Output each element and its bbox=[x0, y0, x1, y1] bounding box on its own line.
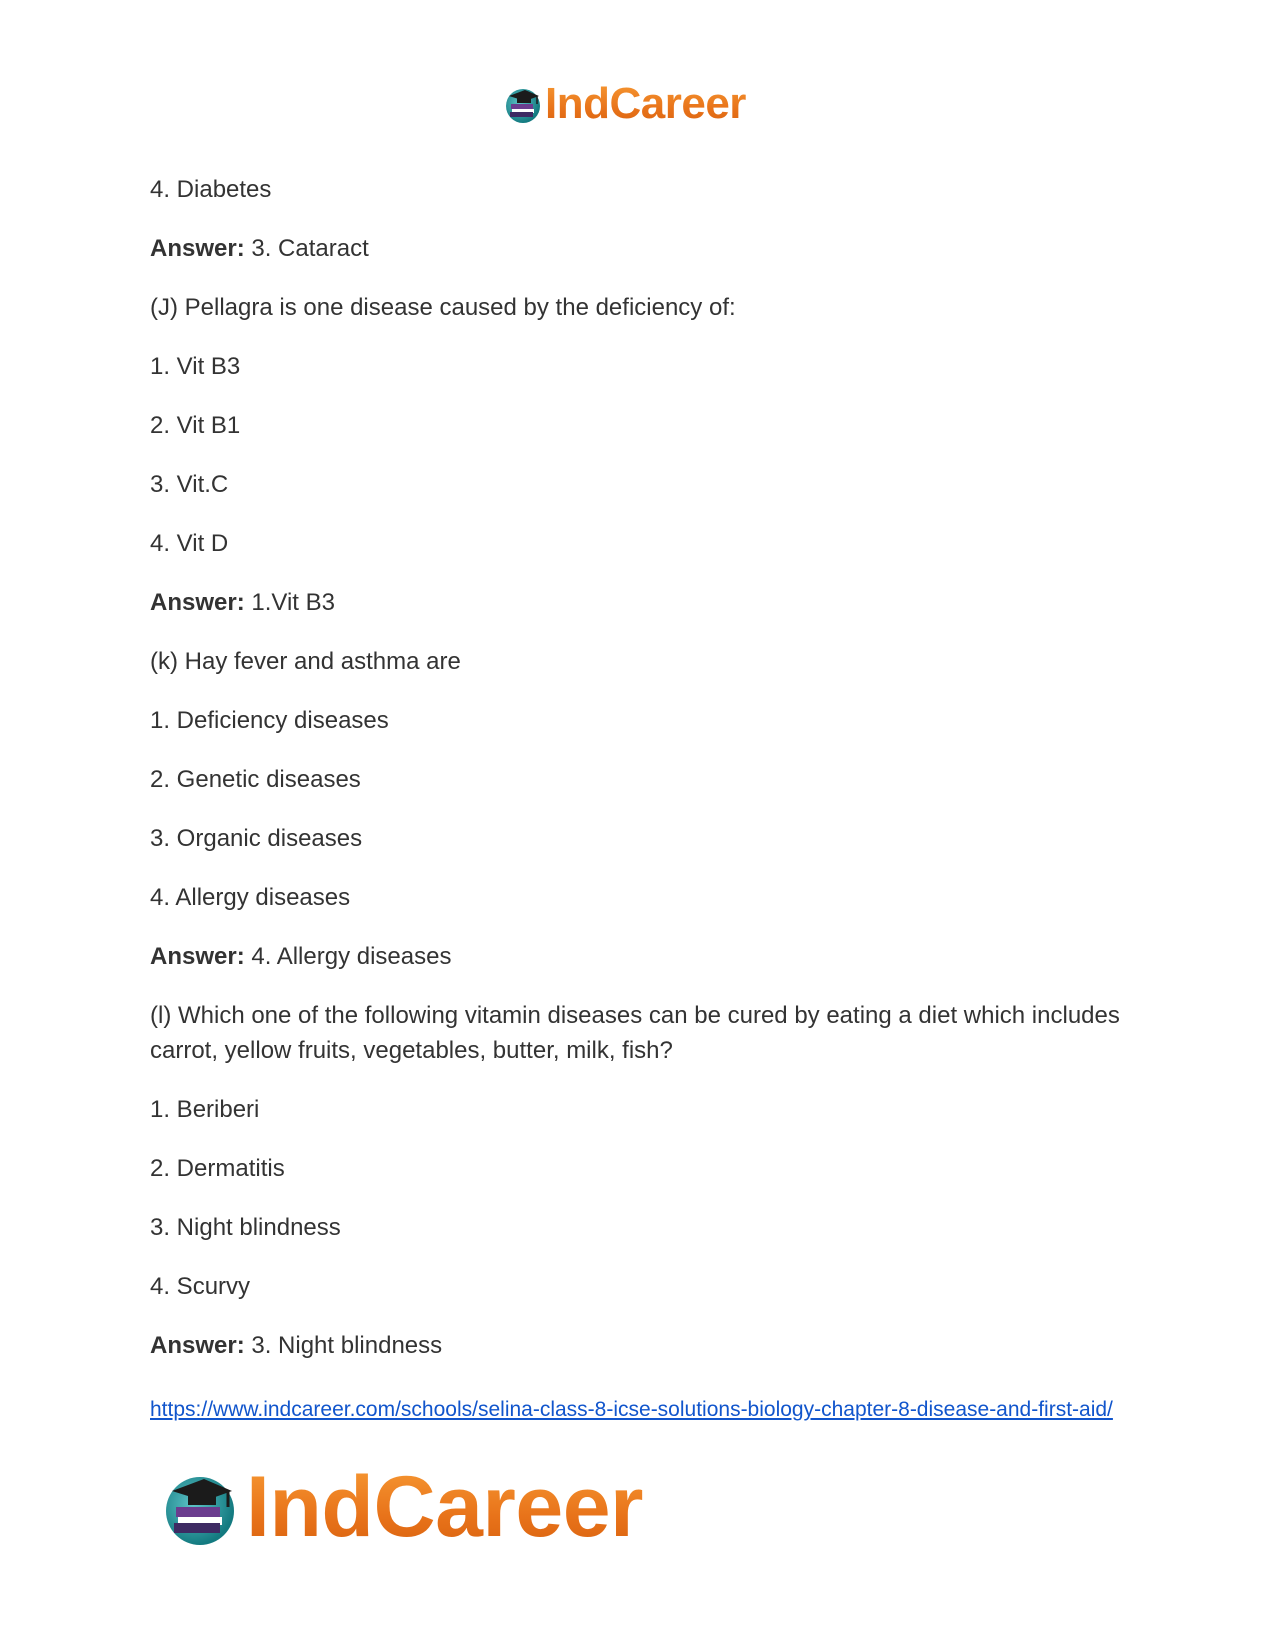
option-line: 2. Genetic diseases bbox=[150, 766, 361, 793]
answer-line: Answer: 3. Cataract bbox=[150, 235, 369, 262]
option-line: 3. Organic diseases bbox=[150, 825, 363, 852]
option-line: 4. Allergy diseases bbox=[150, 884, 351, 911]
option-line: 1. Beriberi bbox=[150, 1096, 260, 1123]
footer-logo-text: IndCareer bbox=[246, 1459, 643, 1555]
question-line: (J) Pellagra is one disease caused by the deficiency of: bbox=[150, 294, 736, 321]
option-line: 1. Vit B3 bbox=[150, 353, 241, 380]
logo-emblem-icon bbox=[160, 1467, 240, 1547]
question-line: (l) Which one of the following vitamin diseases can be cured by eating a diet which includes carrot, yellow fruits, vegetables, butter, milk, fish? bbox=[150, 1002, 1120, 1064]
answer-line: Answer: 1.Vit B3 bbox=[150, 589, 335, 616]
option-line: 1. Deficiency diseases bbox=[150, 707, 389, 734]
source-link[interactable]: https://www.indcareer.com/schools/selina-class-8-icse-solutions-biology-chapter-8-disease-and-first-aid/ bbox=[150, 1398, 1113, 1421]
footer-logo bbox=[160, 1459, 643, 1555]
option-line: 2. Vit B1 bbox=[150, 412, 241, 439]
question-line: (k) Hay fever and asthma are bbox=[150, 648, 461, 675]
answer-label: Answer: bbox=[150, 589, 245, 616]
document-body bbox=[150, 172, 1130, 1387]
option-line: 4. Diabetes bbox=[150, 176, 272, 203]
option-line: 3. Night blindness bbox=[150, 1214, 341, 1241]
answer-label: Answer: bbox=[150, 1332, 245, 1359]
option-line: 2. Dermatitis bbox=[150, 1155, 285, 1182]
header-logo bbox=[503, 80, 746, 128]
answer-line: Answer: 3. Night blindness bbox=[150, 1332, 443, 1359]
answer-line: Answer: 4. Allergy diseases bbox=[150, 943, 452, 970]
answer-label: Answer: bbox=[150, 235, 245, 262]
option-line: 4. Scurvy bbox=[150, 1273, 251, 1300]
answer-label: Answer: bbox=[150, 943, 245, 970]
option-line: 3. Vit.C bbox=[150, 471, 229, 498]
header-logo-text: IndCareer bbox=[545, 79, 746, 128]
logo-emblem-icon bbox=[503, 84, 543, 124]
option-line: 4. Vit D bbox=[150, 530, 229, 557]
